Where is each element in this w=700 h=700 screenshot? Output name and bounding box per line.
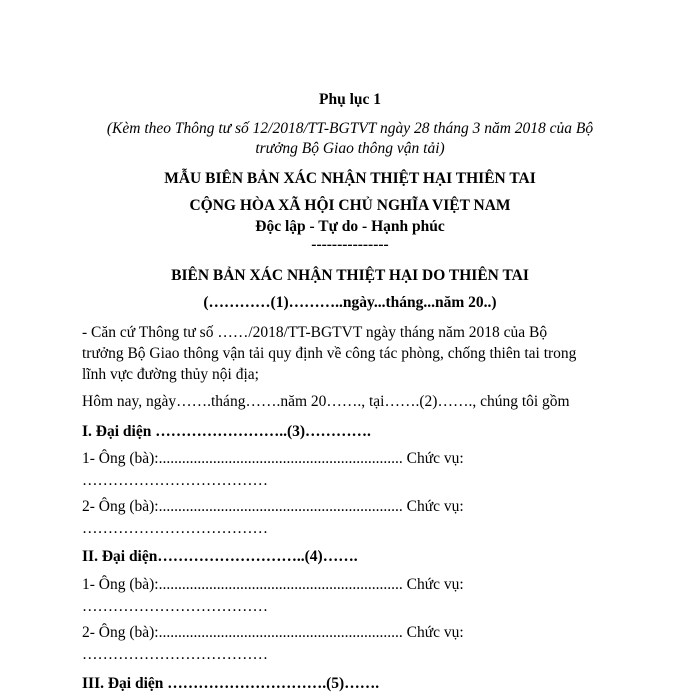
section-2-heading: II. Đại diện………………………..(4)……. — [82, 548, 358, 565]
section-2-member-1: 1- Ông (bà):............................................................... Chức vụ: — [82, 576, 464, 593]
appendix-label: Phụ lục 1 — [318, 91, 381, 108]
section-2-member-1-continuation: ……………………………… — [82, 598, 268, 615]
legal-basis-line-1: - Căn cứ Thông tư số ……/2018/TT-BGTVT ngày tháng năm 2018 của Bộ — [82, 324, 548, 341]
section-1-member-2-continuation: ……………………………… — [82, 520, 268, 537]
section-1-heading: I. Đại diện ……………………..(3)…………. — [82, 423, 371, 440]
legal-basis-line-3: lĩnh vực đường thủy nội địa; — [82, 366, 259, 383]
section-1-member-1: 1- Ông (bà):............................................................... Chức vụ: — [82, 450, 464, 467]
section-1-member-1-continuation: ……………………………… — [82, 472, 268, 489]
section-3-heading: III. Đại diện ………………………….(5)……. — [82, 675, 380, 692]
section-2-member-2-continuation: ……………………………… — [82, 646, 268, 663]
reference-line-2: trưởng Bộ Giao thông vận tải) — [255, 140, 445, 157]
document-title: BIÊN BẢN XÁC NHẬN THIỆT HẠI DO THIÊN TAI — [171, 267, 529, 284]
motto: Độc lập - Tự do - Hạnh phúc — [255, 218, 445, 235]
nation-heading: CỘNG HÒA XÃ HỘI CHỦ NGHĨA VIỆT NAM — [189, 197, 511, 214]
legal-basis-line-2: trưởng Bộ Giao thông vận tải quy định về công tác phòng, chống thiên tai trong — [82, 345, 577, 362]
reference-line-1: (Kèm theo Thông tư số 12/2018/TT-BGTVT ngày 28 tháng 3 năm 2018 của Bộ — [106, 120, 594, 137]
section-2-member-2: 2- Ông (bà):............................................................... Chức vụ: — [82, 624, 464, 641]
section-1-member-2: 2- Ông (bà):............................................................... Chức vụ: — [82, 498, 464, 515]
meeting-info-line: Hôm nay, ngày…….tháng…….năm 20……., tại…….(2)……., chúng tôi gồm — [82, 393, 570, 410]
header-divider: --------------- — [311, 236, 389, 253]
document-subtitle: (…………(1)………..ngày...tháng...năm 20..) — [203, 294, 497, 311]
form-title: MẪU BIÊN BẢN XÁC NHẬN THIỆT HẠI THIÊN TAI — [164, 170, 536, 187]
